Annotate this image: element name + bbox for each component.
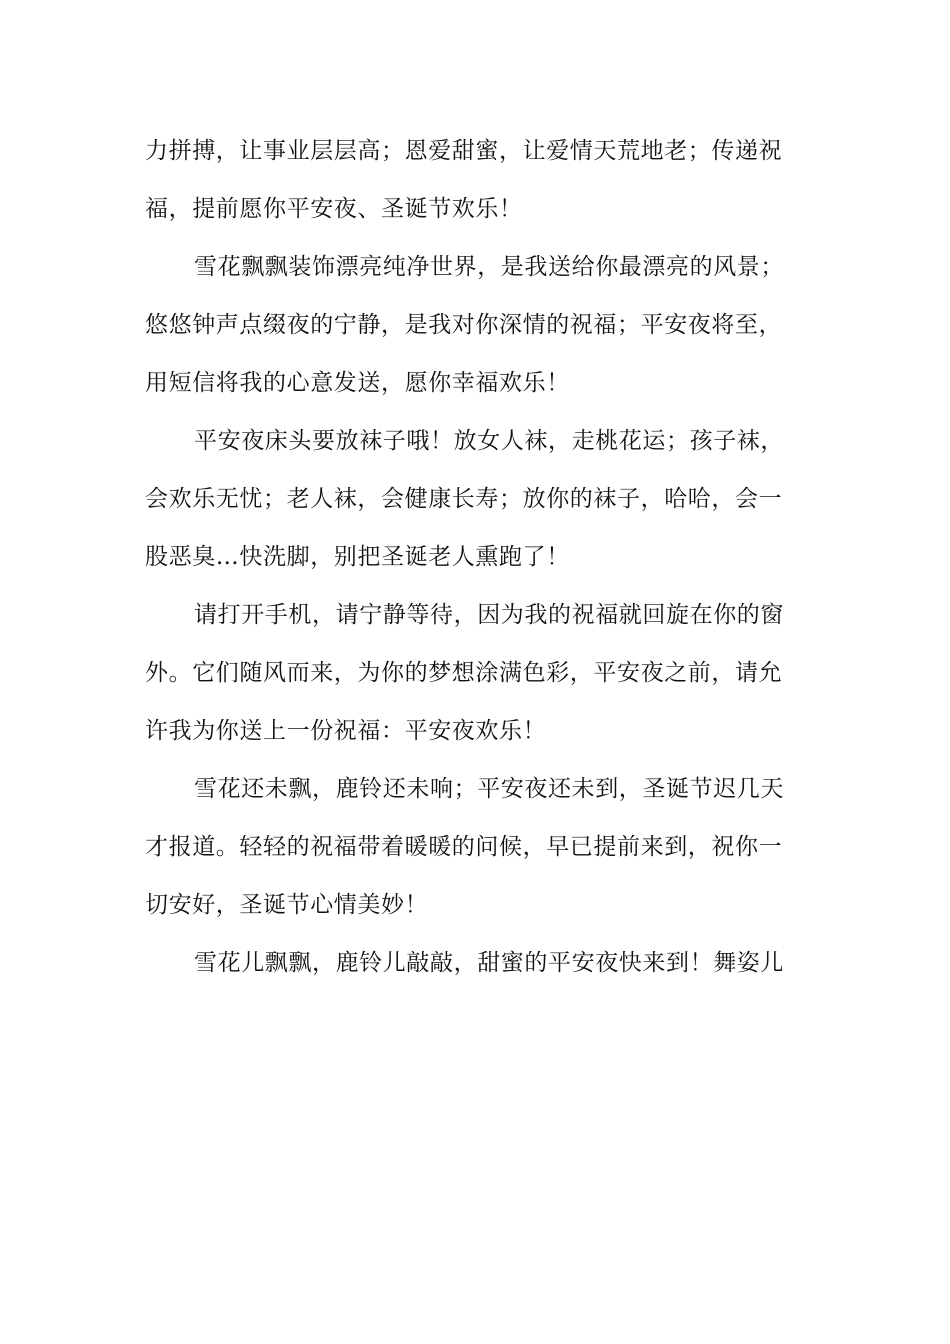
paragraph-start-line: 雪花飘飘装饰漂亮纯净世界，是我送给你最漂亮的风景； <box>194 254 784 280</box>
text-line: 切安好，圣诞节心情美妙！ <box>145 892 429 918</box>
text-line: 股恶臭…快洗脚，别把圣诞老人熏跑了！ <box>145 544 570 570</box>
text-line: 用短信将我的心意发送，愿你幸福欢乐！ <box>145 370 570 396</box>
text-line: 许我为你送上一份祝福：平安夜欢乐！ <box>145 718 547 744</box>
text-line: 会欢乐无忧；老人袜，会健康长寿；放你的袜子，哈哈，会一 <box>145 486 783 512</box>
text-line: 福，提前愿你平安夜、圣诞节欢乐！ <box>145 196 523 222</box>
text-line: 外。它们随风而来，为你的梦想涂满色彩，平安夜之前，请允 <box>145 660 783 686</box>
paragraph-start-line: 请打开手机，请宁静等待，因为我的祝福就回旋在你的窗 <box>194 602 784 628</box>
document-body <box>145 128 805 998</box>
paragraph-start-line: 平安夜床头要放袜子哦！放女人袜，走桃花运；孩子袜， <box>194 428 784 454</box>
paragraph-start-line: 雪花儿飘飘，鹿铃儿敲敲，甜蜜的平安夜快来到！舞姿儿 <box>194 950 784 976</box>
text-line: 才报道。轻轻的祝福带着暖暖的问候，早已提前来到，祝你一 <box>145 834 783 860</box>
text-line: 力拼搏，让事业层层高；恩爱甜蜜，让爱情天荒地老；传递祝 <box>145 138 783 164</box>
paragraph-start-line: 雪花还未飘，鹿铃还未响；平安夜还未到，圣诞节迟几天 <box>194 776 784 802</box>
text-line: 悠悠钟声点缀夜的宁静，是我对你深情的祝福；平安夜将至， <box>145 312 783 338</box>
